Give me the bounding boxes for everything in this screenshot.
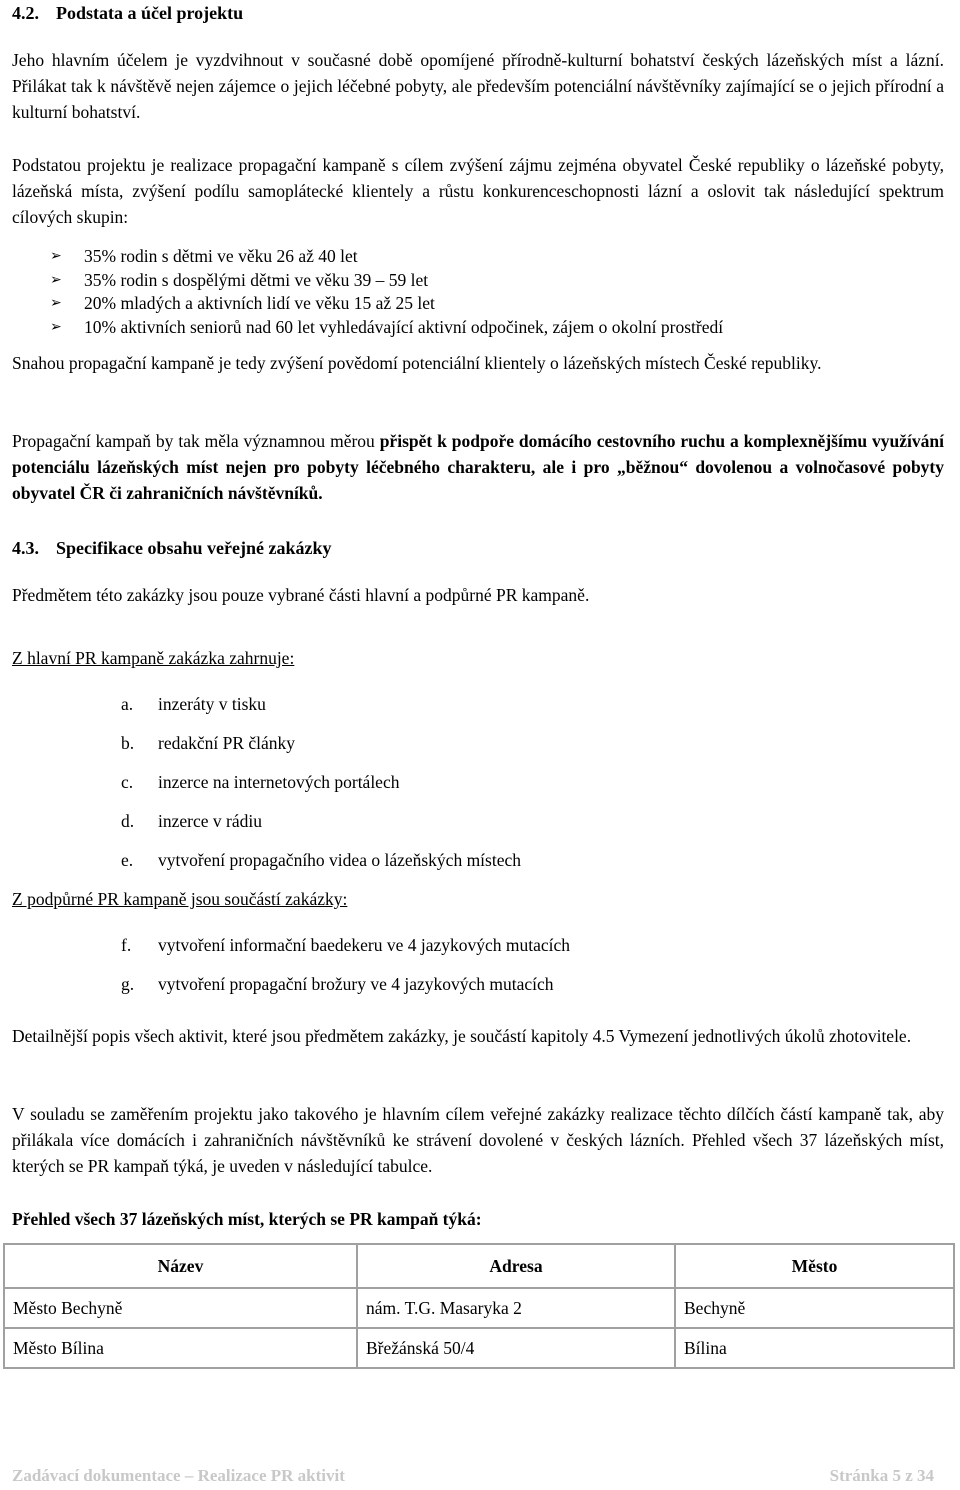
column-header-city: Město (675, 1244, 954, 1288)
section-heading-4-2: 4.2. Podstata a účel projektu (12, 3, 244, 23)
footer-document-title: Zadávací dokumentace – Realizace PR aktivit (12, 1466, 345, 1485)
column-header-address: Adresa (357, 1244, 675, 1288)
list-item: ➢ 10% aktivních seniorů nad 60 let vyhledávající aktivní odpočinek, zájem o okolní prostředí (50, 316, 723, 340)
support-campaign-heading: Z podpůrné PR kampaně jsou součástí zakázky: (12, 889, 348, 909)
main-campaign-list (121, 691, 521, 886)
list-item: ➢ 35% rodin s dospělými dětmi ve věku 39 – 59 let (50, 269, 723, 293)
table-row (4, 1288, 954, 1328)
list-item: c. inzerce na internetových portálech (121, 772, 400, 792)
paragraph-aim: Snahou propagační kampaně je tedy zvýšení povědomí potenciální klientely o lázeňských místech České republiky. (12, 353, 822, 373)
table-cell: Bechyně (675, 1288, 954, 1328)
list-item: g. vytvoření propagační brožury ve 4 jazykových mutacích (121, 974, 554, 994)
column-header-name: Název (4, 1244, 357, 1288)
main-campaign-heading: Z hlavní PR kampaně zakázka zahrnuje: (12, 648, 295, 668)
arrow-bullet-icon: ➢ (50, 249, 62, 264)
table-title: Přehled všech 37 lázeňských míst, kterých se PR kampaň týká: (12, 1209, 482, 1229)
target-groups-list (50, 245, 723, 339)
list-item: d. inzerce v rádiu (121, 811, 262, 831)
arrow-bullet-icon: ➢ (50, 319, 62, 335)
arrow-bullet-icon: ➢ (50, 296, 62, 311)
paragraph-campaign-goal: Propagační kampaň by tak měla významnou měrou přispět k podpoře domácího cestovního ruchu a komplexnějšímu využívání potenciálu lázeňských míst nejen pro pobyty léčebného charakteru, ale i pro „běžnou“ dovolenou a volnočasové pobyty obyvatel ČR či zahraničních návštěvníků. (12, 431, 944, 503)
list-item: ➢ 35% rodin s dětmi ve věku 26 až 40 let (50, 245, 723, 269)
list-item: ➢ 20% mladých a aktivních lidí ve věku 15 až 25 let (50, 292, 723, 316)
table-header-row (4, 1244, 954, 1288)
list-item: e. vytvoření propagačního videa o lázeňských místech (121, 850, 522, 870)
paragraph-essence: Podstatou projektu je realizace propagační kampaně s cílem zvýšení zájmu zejména obyvatel České republiky o lázeňské pobyty, lázeňská místa, zvýšení podílu samoplátecké klientely a růstu konkurenceschopnosti lázní a oslovit tak následující spektrum cílových skupin: (12, 155, 944, 227)
table-cell: Bílina (675, 1328, 954, 1368)
section-heading-4-3: 4.3. Specifikace obsahu veřejné zakázky (12, 538, 332, 558)
page-footer (12, 1466, 934, 1490)
paragraph-accordance: V souladu se zaměřením projektu jako takového je hlavním cílem veřejné zakázky realizace těchto dílčích částí kampaně tak, aby přilákala více domácích i zahraničních návštěvníků ke strávení dovolené v českých lázních. Přehled všech 37 lázeňských míst, kterých se PR kampaň týká, je uveden v následující tabulce. (12, 1104, 944, 1176)
spa-places-table (3, 1243, 955, 1369)
support-campaign-list (121, 932, 570, 1010)
paragraph-detail: Detailnější popis všech aktivit, které jsou předmětem zakázky, je součástí kapitoly 4.5 Vymezení jednotlivých úkolů zhotovitele. (12, 1026, 912, 1046)
table-cell: Město Bechyně (4, 1288, 357, 1328)
table-row (4, 1328, 954, 1368)
paragraph-subject: Předmětem této zakázky jsou pouze vybrané části hlavní a podpůrné PR kampaně. (12, 585, 590, 605)
list-item: a. inzeráty v tisku (121, 694, 266, 714)
arrow-bullet-icon: ➢ (50, 272, 62, 288)
table-cell: Město Bílina (4, 1328, 357, 1368)
table-cell: Břežánská 50/4 (357, 1328, 675, 1368)
list-item: b. redakční PR články (121, 733, 296, 753)
list-item: f. vytvoření informační baedekeru ve 4 jazykových mutacích (121, 935, 571, 955)
table-cell: nám. T.G. Masaryka 2 (357, 1288, 675, 1328)
footer-page-number: Stránka 5 z 34 (829, 1466, 934, 1485)
paragraph-purpose: Jeho hlavním účelem je vyzdvihnout v současné době opomíjené přírodně-kulturní bohatství českých lázeňských míst a lázní. Přilákat tak k návštěvě nejen zájemce o jejich léčebné pobyty, ale především potenciální návštěvníky zajímající se o jejich přírodní a kulturní bohatství. (12, 50, 944, 122)
